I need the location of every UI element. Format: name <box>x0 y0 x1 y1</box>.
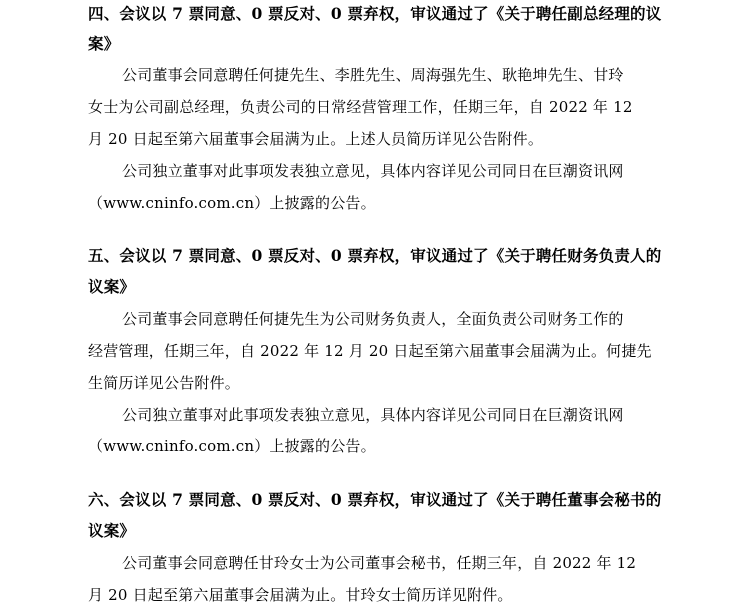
section-5-paragraph-2-line-2: （www.cninfo.com.cn）上披露的公告。 <box>88 437 376 455</box>
section-6-heading-line-2: 议案》 <box>88 521 136 540</box>
section-5-heading-line-2: 议案》 <box>88 277 136 296</box>
section-6-heading-line-1: 六、会议以 7 票同意、0 票反对、0 票弃权，审议通过了《关于聘任董事会秘书的 <box>88 490 662 509</box>
section-5-heading-line-1: 五、会议以 7 票同意、0 票反对、0 票弃权，审议通过了《关于聘任财务负责人的 <box>88 246 662 265</box>
section-6-paragraph-1-line-1: 公司董事会同意聘任甘玲女士为公司董事会秘书，任期三年，自 2022 年 12 <box>122 554 637 572</box>
section-4-heading-line-1: 四、会议以 7 票同意、0 票反对、0 票弃权，审议通过了《关于聘任副总经理的议 <box>88 4 662 23</box>
section-4-paragraph-1-line-3: 月 20 日起至第六届董事会届满为止。上述人员简历详见公告附件。 <box>88 130 544 148</box>
section-4-paragraph-2-line-2: （www.cninfo.com.cn）上披露的公告。 <box>88 194 376 212</box>
section-4-heading-line-2: 案》 <box>88 34 120 53</box>
section-4-paragraph-1-line-1: 公司董事会同意聘任何捷先生、李胜先生、周海强先生、耿艳坤先生、甘玲 <box>122 66 624 84</box>
section-5-paragraph-1-line-2: 经营管理，任期三年，自 2022 年 12 月 20 日起至第六届董事会届满为止。何捷先 <box>88 342 652 360</box>
section-6-paragraph-1-line-2: 月 20 日起至第六届董事会届满为止。甘玲女士简历详见附件。 <box>88 586 513 604</box>
section-5-paragraph-2-line-1: 公司独立董事对此事项发表独立意见，具体内容详见公司同日在巨潮资讯网 <box>122 406 624 424</box>
section-5-paragraph-1-line-1: 公司董事会同意聘任何捷先生为公司财务负责人，全面负责公司财务工作的 <box>122 310 624 328</box>
section-4-paragraph-2-line-1: 公司独立董事对此事项发表独立意见，具体内容详见公司同日在巨潮资讯网 <box>122 162 624 180</box>
section-4-paragraph-1-line-2: 女士为公司副总经理，负责公司的日常经营管理工作，任期三年，自 2022 年 12 <box>88 98 633 116</box>
section-5-paragraph-1-line-3: 生简历详见公告附件。 <box>88 374 241 392</box>
